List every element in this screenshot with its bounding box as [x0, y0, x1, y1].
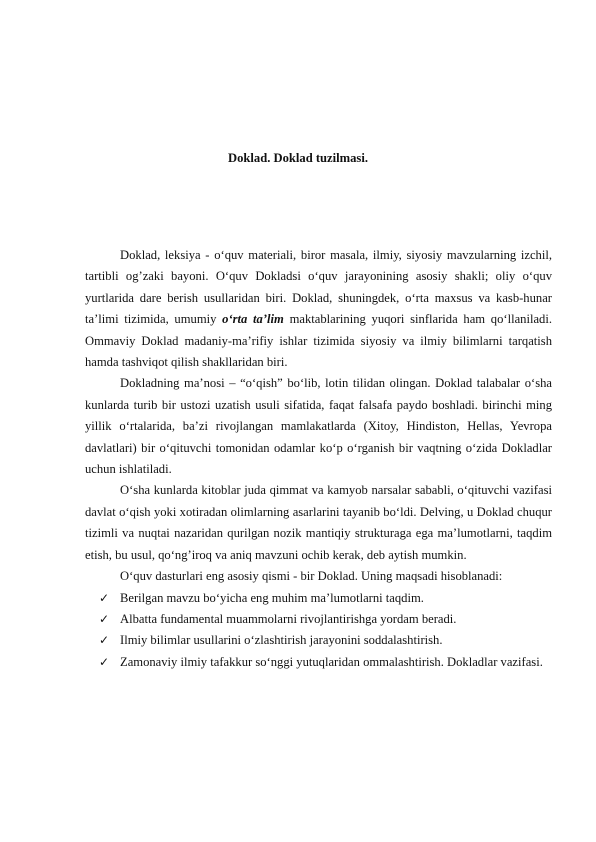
checklist-item-text: Berilgan mavzu bo‘yicha eng muhim ma’lumotlarni taqdim.	[120, 590, 424, 605]
list-intro: O‘quv dasturlari eng asosiy qismi - bir Doklad. Uning maqsadi hisoblanadi:	[120, 569, 503, 584]
checklist-item	[85, 630, 552, 651]
checkmark-icon: ✓	[99, 611, 110, 626]
document-title: Doklad. Doklad tuzilmasi.	[228, 151, 368, 165]
checklist	[85, 588, 552, 674]
checklist-item-text: Ilmiy bilimlar usullarini o‘zlashtirish jarayonini soddalashtirish.	[120, 633, 443, 648]
checklist-item-text: Albatta fundamental muammolarni rivojlantirishga yordam beradi.	[120, 611, 457, 626]
checklist-item	[85, 609, 552, 630]
paragraph-2: Dokladning ma’nosi – “o‘qish” bo‘lib, lotin tilidan olingan. Doklad talabalar o‘sha kunlarda turib bir ustozi uzatish usuli sifatida, faqat falsafa paydo boshladi. birinchi ming yillik o‘rtalarida, ba’zi rivojlangan mamlakatlarda (Xitoy, Hindiston, Hellas, Yevropa davlatlari) bir o‘qituvchi tomonidan odamlar ko‘p o‘rganish bir vaqtning o‘zida Dokladlar uchun ishlatiladi.	[85, 376, 552, 477]
checklist-item-text: Zamonaviy ilmiy tafakkur so‘nggi yutuqlaridan ommalashtirish. Dokladlar vazifasi.	[120, 654, 543, 669]
paragraph-1-emphasis: o‘rta ta’lim	[222, 312, 284, 327]
paragraph-1-text: Doklad, leksiya - o‘quv materiali, biror masala, ilmiy, siyosiy mavzularning izchil, tartibli og’zaki bayoni. O‘quv Dokladsi o‘quv jarayonining asosiy shakli; oliy o‘quv yurtlarida dare berish usullaridan biri. Doklad, shuningdek, o‘rta maxsus va kasb-hunar ta’limi tizimida, umumiy	[85, 248, 552, 327]
paragraph-3: O‘sha kunlarda kitoblar juda qimmat va kamyob narsalar sababli, o‘qituvchi vazifasi davlat o‘qish yoki xotiradan olimlarning asarlarini tayanib bo‘ldi. Delving, u Doklad chuqur tizimli va nuqtai nazaridan qurilgan nozik mantiqiy strukturaga ega ma’lumotlarni, taqdim etish, bu usul, qo‘ng’iroq va aniq mavzuni ochib kerak, deb aytish mumkin.	[85, 483, 552, 562]
checkmark-icon: ✓	[99, 654, 110, 669]
checklist-item	[85, 588, 552, 609]
paragraph-1	[85, 245, 552, 373]
paragraph-1-tail: maktablarining yuqori sinflarida ham qo‘llaniladi. Ommaviy Doklad madaniy-ma’rifiy ishlar tizimida siyosiy va ilmiy bilimlarni tarqatish hamda tashviqot qilish shakllaridan biri.	[85, 312, 553, 370]
checkmark-icon: ✓	[99, 633, 110, 648]
checkmark-icon: ✓	[99, 590, 110, 605]
document-body	[85, 245, 552, 673]
checklist-item	[85, 652, 552, 673]
